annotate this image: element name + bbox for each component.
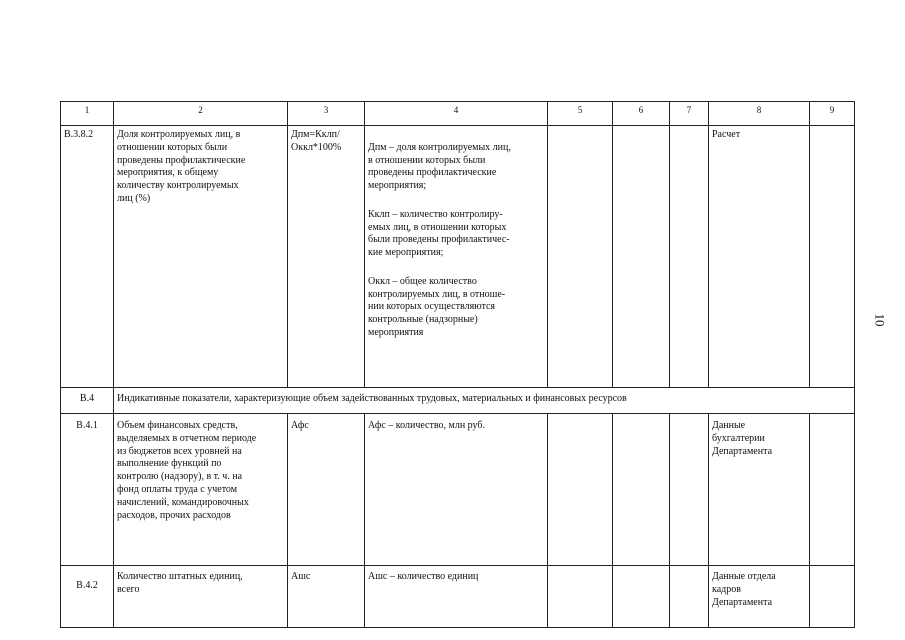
indicator-formula: Дпм=Кклп/ Оккл*100%: [288, 126, 365, 388]
header-cell: 2: [114, 102, 288, 126]
page-number: 10: [872, 313, 888, 327]
section-row: [61, 388, 855, 414]
empty-cell: [670, 414, 709, 566]
empty-cell: [670, 126, 709, 388]
empty-cell: [613, 126, 670, 388]
table-row: [61, 566, 855, 628]
empty-cell: [810, 126, 855, 388]
table-row: [61, 414, 855, 566]
indicator-code: B.4.2: [61, 566, 114, 628]
description-paragraph: Оккл – общее количество контролируемых лиц, в отноше- нии которых осуществляются контрольные (надзорные) мероприятия: [368, 275, 506, 338]
header-cell: 1: [61, 102, 114, 126]
indicators-table: [60, 101, 855, 628]
empty-cell: [548, 414, 613, 566]
section-code: B.4: [61, 388, 114, 414]
header-cell: 6: [613, 102, 670, 126]
header-cell: 9: [810, 102, 855, 126]
indicator-code: B.3.8.2: [61, 126, 114, 388]
header-cell: 8: [709, 102, 810, 126]
indicator-name: Количество штатных единиц, всего: [114, 566, 288, 628]
indicator-source: Данные отдела кадров Департамента: [709, 566, 810, 628]
indicator-formula: Ашс: [288, 566, 365, 628]
description-paragraph: Кклп – количество контролиру- емых лиц, в отношении которых были проведены профилактичес- кие мероприятия;: [368, 208, 510, 259]
table-row: [61, 126, 855, 388]
indicator-description: Ашс – количество единиц: [365, 566, 548, 628]
indicator-description: [365, 126, 548, 388]
indicator-formula: Афс: [288, 414, 365, 566]
empty-cell: [613, 414, 670, 566]
indicator-name: Доля контролируемых лиц, в отношении которых были проведены профилактические мероприятия, к общему количеству контролируемых лиц (%): [114, 126, 288, 388]
header-row: [61, 102, 855, 126]
header-cell: 7: [670, 102, 709, 126]
indicator-name: Объем финансовых средств, выделяемых в отчетном периоде из бюджетов всех уровней на выполнение функций по контролю (надзору), в т. ч. на фонд оплаты труда с учетом начислений, командировочных расходов, прочих расходов: [114, 414, 288, 566]
section-title: Индикативные показатели, характеризующие объем задействованных трудовых, материальных и финансовых ресурсов: [114, 388, 855, 414]
indicator-source: Расчет: [709, 126, 810, 388]
empty-cell: [810, 414, 855, 566]
description-paragraph: Дпм – доля контролируемых лиц, в отношении которых были проведены профилактические мероприятия;: [368, 141, 511, 192]
indicator-description: Афс – количество, млн руб.: [365, 414, 548, 566]
indicator-code: B.4.1: [61, 414, 114, 566]
empty-cell: [548, 566, 613, 628]
empty-cell: [613, 566, 670, 628]
header-cell: 3: [288, 102, 365, 126]
indicator-source: Данные бухгалтерии Департамента: [709, 414, 810, 566]
empty-cell: [548, 126, 613, 388]
empty-cell: [670, 566, 709, 628]
header-cell: 5: [548, 102, 613, 126]
empty-cell: [810, 566, 855, 628]
header-cell: 4: [365, 102, 548, 126]
